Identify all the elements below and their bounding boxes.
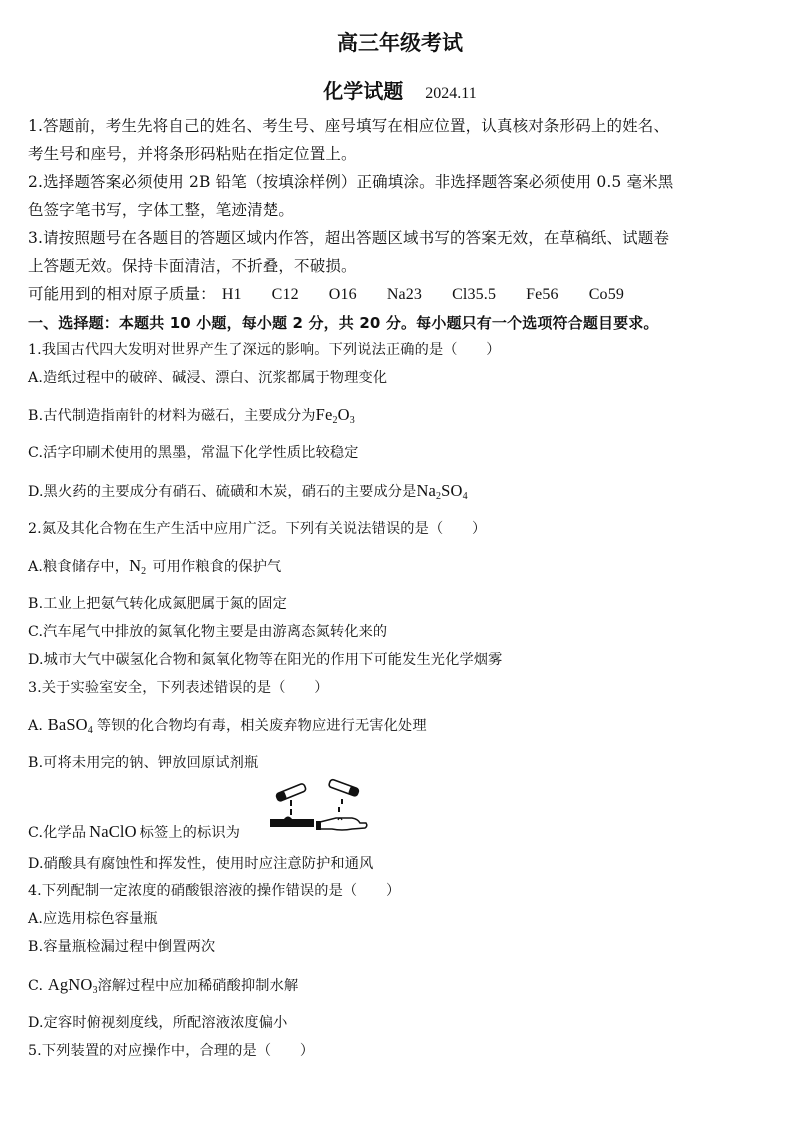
question-1-option-b [28,401,776,435]
question-3-option-d: D.硝酸具有腐蚀性和挥发性，使用时应注意防护和通风 [28,856,374,872]
atomic-masses-label: 可能用到的相对原子质量： [28,285,216,303]
subscript: 2 [141,566,147,577]
instruction-line: 考生号和座号，并将条形码粘贴在指定位置上。 [28,145,357,163]
question-4-option-a: A.应选用棕色容量瓶 [28,911,158,927]
subscript: 2 [436,491,442,502]
exam-date: 2024.11 [425,85,477,102]
option-text: 标签上的标识为 [139,825,241,841]
atomic-mass-item: Fe56 [526,286,559,303]
atomic-mass-item: C12 [271,286,299,303]
instruction-line: 3.请按照题号在各题目的答题区域内作答，超出答题区域书写的答案无效，在草稿纸、试题卷 [28,229,670,247]
question-3-option-b: B.可将未用完的钠、钾放回原试剂瓶 [28,755,259,771]
atomic-mass-item: Co59 [588,286,624,303]
question-3-option-c [28,818,776,847]
option-text: C. [28,978,48,994]
option-text: 溶解过程中应加稀硝酸抑制水解 [97,978,299,994]
question-5-stem: 5.下列装置的对应操作中，合理的是（ ） [28,1043,315,1059]
question-1-option-a: A.造纸过程中的破碎、碱浸、漂白、沉浆都属于物理变化 [28,370,388,386]
option-text: 可用作粮食的保护气 [152,559,282,575]
option-text: B.古代制造指南针的材料为磁石，主要成分为 [28,408,316,424]
subscript: 2 [332,415,338,426]
atomic-masses [28,280,776,309]
formula: NaClO [89,822,137,841]
question-4-option-c [28,971,776,1005]
atomic-mass-item: Cl35.5 [452,286,497,303]
exam-title: 高三年级考试 [337,31,463,55]
exam-subtitle-row [0,75,800,104]
option-text: D.黑火药的主要成分有硝石、硫磺和木炭，硝石的主要成分是 [28,484,417,500]
question-4-stem: 4.下列配制一定浓度的硝酸银溶液的操作错误的是（ ） [28,883,401,899]
formula-part: O [337,405,350,424]
question-3-option-a [28,711,776,745]
question-2-option-b: B.工业上把氨气转化成氮肥属于氮的固定 [28,596,287,612]
subscript: 3 [349,415,355,426]
formula-part: SO [441,481,463,500]
instruction-line: 色签字笔书写，字体工整，笔迹清楚。 [28,201,295,219]
question-2-option-d: D.城市大气中碳氢化合物和氮氧化物等在阳光的作用下可能发生光化学烟雾 [28,652,503,668]
instruction-line: 1.答题前，考生先将自己的姓名、考生号、座号填写在相应位置，认真核对条形码上的姓名、 [28,117,670,135]
formula [416,481,467,500]
option-text: 等钡的化合物均有毒，相关废弃物应进行无害化处理 [96,718,427,734]
formula-part: Fe [315,405,333,424]
corrosive-hazard-icon [266,778,372,834]
instruction-line: 上答题无效。保持卡面清洁，不折叠，不破损。 [28,257,357,275]
option-text: A. [28,718,48,734]
question-1-option-c: C.活字印刷术使用的黑墨，常温下化学性质比较稳定 [28,445,359,461]
question-2-option-a [28,552,776,586]
section-heading: 一、选择题：本题共 10 小题，每小题 2 分，共 20 分。每小题只有一个选项符合题目要求。 [28,314,659,332]
formula [48,975,98,994]
formula-part: BaSO [47,715,88,734]
atomic-mass-item: O16 [328,286,357,303]
atomic-mass-item: H1 [221,286,242,303]
formula-part: AgNO [47,975,93,994]
question-3-stem: 3.关于实验室安全，下列表述错误的是（ ） [28,680,329,696]
subject-title: 化学试题 [323,79,404,103]
option-text: C.化学品 [28,825,87,841]
atomic-mass-item: Na23 [386,286,423,303]
question-1-stem: 1.我国古代四大发明对世界产生了深远的影响。下列说法正确的是（ ） [28,342,501,358]
formula-part: N [129,556,142,575]
subscript: 3 [92,985,98,996]
subscript: 4 [87,725,93,736]
formula-part: Na [416,481,437,500]
formula [48,715,93,734]
option-text: A.粮食储存中， [28,559,130,575]
question-1-option-d [28,477,776,511]
formula [129,556,146,575]
question-4-option-d: D.定容时俯视刻度线，所配溶液浓度偏小 [28,1015,288,1031]
question-4-option-b: B.容量瓶检漏过程中倒置两次 [28,939,216,955]
question-2-option-c: C.汽车尾气中排放的氮氧化物主要是由游离态氮转化来的 [28,624,388,640]
formula [316,405,355,424]
subscript: 4 [462,491,468,502]
instruction-line: 2.选择题答案必须使用 2B 铅笔（按填涂样例）正确填涂。非选择题答案必须使用 0.5 毫米黑 [28,173,674,191]
question-2-stem: 2.氮及其化合物在生产生活中应用广泛。下列有关说法错误的是（ ） [28,521,487,537]
